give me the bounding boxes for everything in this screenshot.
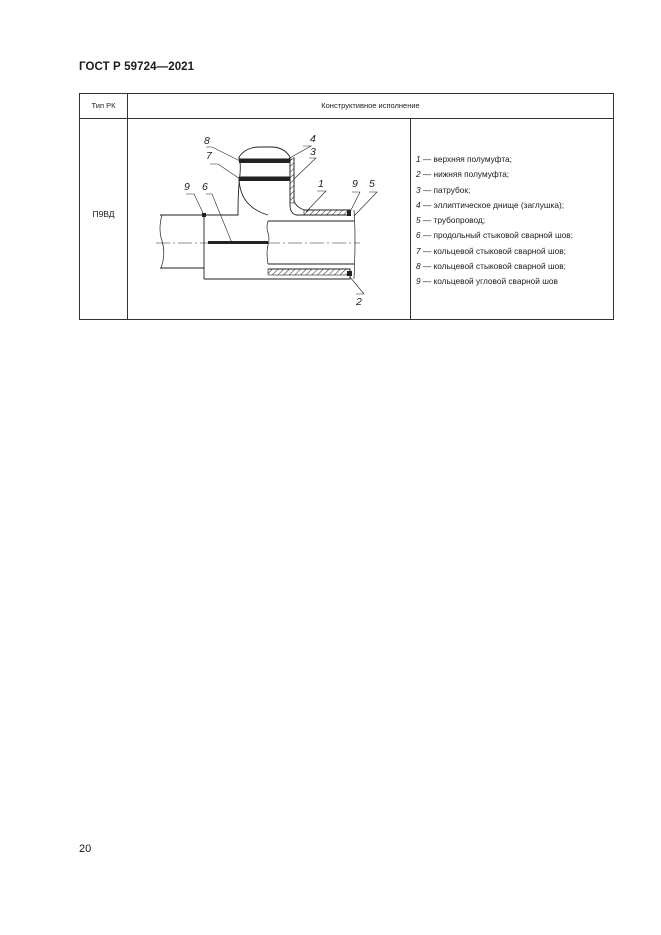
legend-item: 3 — патрубок;: [416, 184, 471, 195]
callout-1: 1: [318, 178, 324, 190]
tee-assembly-diagram: [128, 119, 411, 319]
callout-9-left: 9: [184, 181, 190, 193]
callout-6: 6: [202, 181, 208, 193]
callout-2: 2: [356, 296, 362, 308]
page-number: 20: [79, 843, 92, 855]
callout-9-right: 9: [352, 178, 358, 190]
callout-7: 7: [206, 150, 212, 162]
callout-4: 4: [310, 133, 316, 145]
col-design-header: Конструктивное исполнение: [321, 101, 420, 110]
weld-6: [208, 241, 268, 244]
callout-5: 5: [369, 178, 375, 190]
weld-8: [239, 159, 290, 163]
spec-table: [79, 93, 614, 320]
diagram-svg: [128, 119, 411, 319]
col-type-header: Тип РК: [91, 101, 116, 110]
legend: [416, 152, 612, 290]
legend-item: 6 — продольный стыковой сварной шов;: [416, 230, 573, 241]
legend-item: 8 — кольцевой стыковой сварной шов;: [416, 261, 566, 272]
callout-3: 3: [310, 146, 316, 158]
legend-item: 5 — трубопровод;: [416, 215, 486, 226]
document-header: ГОСТ Р 59724—2021: [79, 61, 195, 73]
lower-coupling-left: [204, 215, 268, 279]
left-pipe-break: [160, 215, 164, 268]
upper-wall-hatch: [304, 210, 350, 215]
legend-item: 2 — нижняя полумуфта;: [416, 169, 510, 180]
legend-item: 1 — верхняя полумуфта;: [416, 154, 512, 164]
table-header-row: [80, 94, 613, 119]
weld-2-end: [347, 271, 352, 276]
legend-item: 9 — кольцевой угловой сварной шов: [416, 276, 558, 287]
lower-wall-hatch: [268, 269, 350, 275]
weld-7: [239, 177, 290, 181]
left-pipe-outline: [160, 215, 204, 268]
legend-item: 7 — кольцевой стыковой сварной шов;: [416, 245, 566, 256]
type-cell: П9ВД: [92, 209, 115, 219]
elliptic-head-outline: [239, 147, 290, 157]
callout-8: 8: [204, 135, 210, 147]
branch-wall-hatch: [290, 159, 294, 203]
legend-item: 4 — эллиптическое днище (заглушка);: [416, 199, 565, 210]
